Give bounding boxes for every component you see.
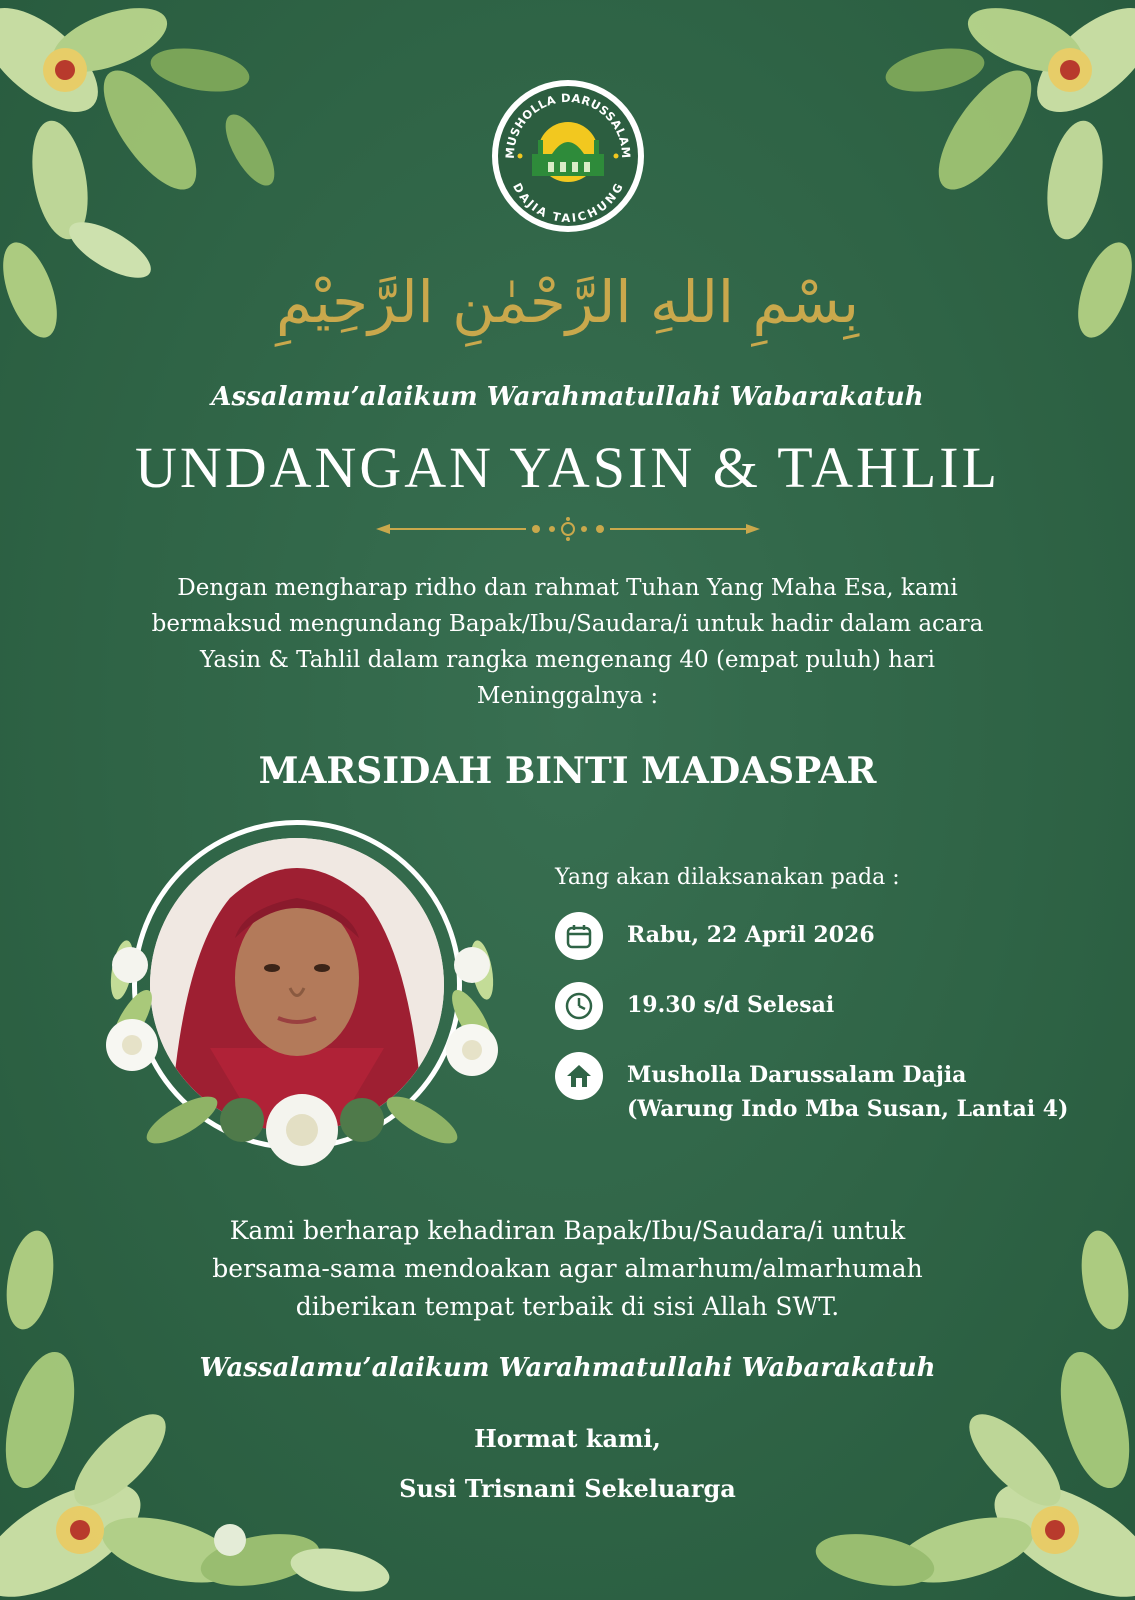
event-date: Rabu, 22 April 2026 bbox=[627, 922, 875, 948]
closing-paragraph bbox=[120, 1212, 1015, 1326]
schedule-heading: Yang akan dilaksanakan pada : bbox=[555, 865, 900, 890]
logo-top-text: MUSHOLLA DARUSSALAM bbox=[502, 90, 634, 160]
intro-line: bermaksud mengundang Bapak/Ibu/Saudara/i untuk hadir dalam acara bbox=[151, 611, 984, 637]
musholla-logo bbox=[490, 78, 646, 234]
signoff-family: Susi Trisnani Sekeluarga bbox=[399, 1474, 736, 1503]
floral-wreath bbox=[92, 820, 512, 1170]
calendar-icon bbox=[555, 912, 603, 960]
schedule-time-row bbox=[555, 982, 1095, 1030]
signoff bbox=[0, 1414, 1135, 1514]
signoff-regards: Hormat kami, bbox=[474, 1424, 661, 1453]
intro-line: Dengan mengharap ridho dan rahmat Tuhan Yang Maha Esa, kami bbox=[177, 575, 958, 601]
event-schedule bbox=[555, 865, 1095, 1148]
intro-line: Yasin & Tahlil dalam rangka mengenang 40 (empat puluh) hari bbox=[199, 647, 936, 673]
intro-line: Meninggalnya : bbox=[476, 683, 659, 709]
page-title: UNDANGAN YASIN & TAHLIL bbox=[134, 435, 1001, 500]
closing-greeting: Wassalamu’alaikum Warahmatullahi Wabarakatuh bbox=[199, 1353, 936, 1383]
clock-icon bbox=[555, 982, 603, 1030]
deceased-name: MARSIDAH BINTI MADASPAR bbox=[258, 750, 877, 792]
event-location: Musholla Darussalam Dajia bbox=[627, 1062, 967, 1088]
opening-greeting: Assalamu’alaikum Warahmatullahi Wabarakatuh bbox=[211, 382, 924, 412]
intro-paragraph bbox=[100, 570, 1035, 714]
schedule-date-row bbox=[555, 912, 1095, 960]
memorial-photo-frame bbox=[92, 820, 512, 1170]
event-location-detail: (Warung Indo Mba Susan, Lantai 4) bbox=[627, 1096, 1069, 1122]
ornament-divider bbox=[376, 516, 760, 542]
bismillah-calligraphy: بِسْمِ اللهِ الرَّحْمٰنِ الرَّحِيْمِ bbox=[276, 268, 859, 336]
closing-line: bersama-sama mendoakan agar almarhum/almarhumah bbox=[212, 1254, 923, 1283]
closing-line: diberikan tempat terbaik di sisi Allah SWT. bbox=[295, 1292, 840, 1321]
schedule-location-row bbox=[555, 1052, 1095, 1126]
logo-bottom-text: DAJIA TAICHUNG bbox=[510, 180, 626, 226]
event-time: 19.30 s/d Selesai bbox=[627, 992, 835, 1018]
home-icon bbox=[555, 1052, 603, 1100]
closing-line: Kami berharap kehadiran Bapak/Ibu/Saudara/i untuk bbox=[229, 1216, 906, 1245]
